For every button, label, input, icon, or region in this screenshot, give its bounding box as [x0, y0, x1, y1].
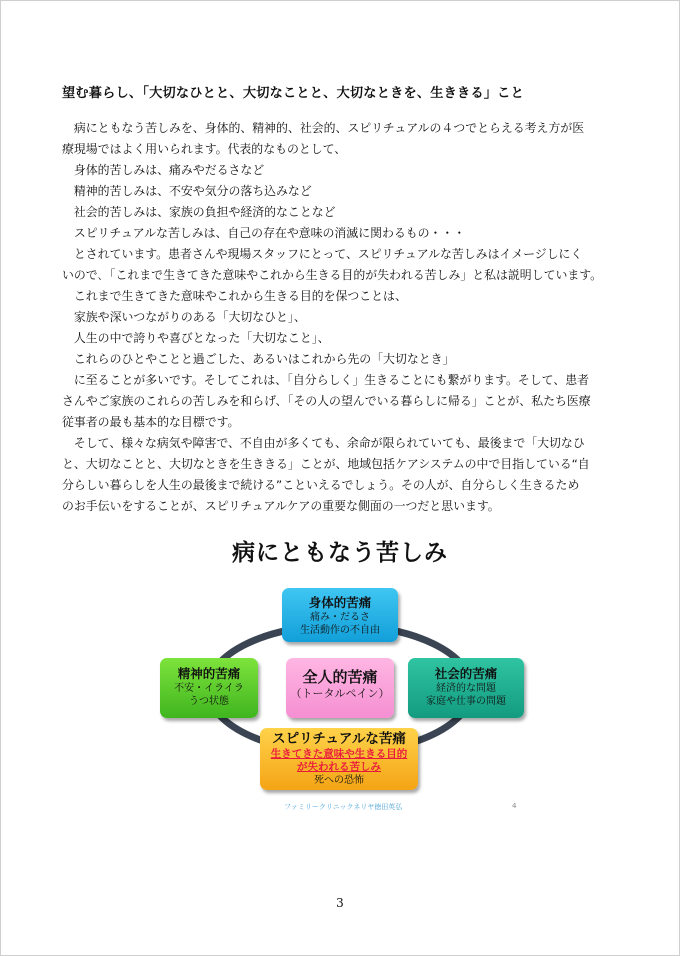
- spiritual-pain-red-line1: 生きてきた意味や生きる目的: [270, 748, 408, 760]
- body-line: に至ることが多いです。そしてこれは、「自分らしく」生きることにも繋がります。そして、患者: [62, 373, 589, 387]
- body-line: 療現場ではよく用いられます。代表的なものとして、: [62, 142, 347, 156]
- body-line: のお手伝いをすることが、スピリチュアルケアの重要な側面の一つだと思います。: [62, 499, 500, 513]
- section-heading: 望む暮らし、「大切なひとと、大切なことと、大切なときを、生ききる」こと: [62, 86, 524, 101]
- body-line: スピリチュアルな苦しみは、自己の存在や意味の消滅に関わるもの・・・: [62, 226, 466, 240]
- body-line: 人生の中で誇りや喜びとなった「大切なこと」、: [62, 331, 330, 345]
- body-line: 従事者の最も基本的な目標です。: [62, 415, 240, 429]
- mental-pain-box: [160, 658, 258, 718]
- slide-number: 4: [512, 802, 517, 810]
- spiritual-pain-title: スピリチュアルな苦痛: [272, 731, 406, 747]
- body-line: とされています。患者さんや現場スタッフにとって、スピリチュアルな苦しみはイメージしにく: [62, 247, 583, 261]
- social-pain-title: 社会的苦痛: [434, 666, 498, 681]
- mental-pain-line1: 不安・イライラ: [174, 683, 244, 694]
- body-line: これらのひとやことと過ごした、あるいはこれから先の「大切なとき」: [62, 352, 455, 366]
- physical-pain-title: 身体的苦痛: [308, 595, 372, 610]
- body-line: いので､「これまで生きてきた意味やこれから生きる目的が失われる苦しみ」と私は説明しています。: [62, 268, 603, 282]
- social-pain-line2: 家庭や仕事の問題: [426, 696, 506, 707]
- body-line: 社会的苦しみは、家族の負担や経済的なことなど: [62, 205, 336, 219]
- mental-pain-title: 精神的苦痛: [177, 666, 241, 681]
- physical-pain-line2: 生活動作の不自由: [300, 625, 380, 636]
- physical-pain-box: [282, 588, 398, 642]
- body-line: 精神的苦しみは、不安や気分の落ち込みなど: [62, 184, 312, 198]
- body-line: 家族や深いつながりのある「大切なひと」、: [62, 310, 306, 324]
- spiritual-pain-line: 死への恐怖: [314, 775, 364, 786]
- mental-pain-line2: うつ状態: [189, 696, 229, 707]
- body-line: 病にともなう苦しみを、身体的、精神的、社会的、スピリチュアルの４つでとらえる考え方が医: [62, 121, 585, 135]
- page-number: 3: [336, 896, 344, 910]
- diagram-title: 病にともなう苦しみ: [232, 540, 448, 566]
- spiritual-pain-red-line2: が失われる苦しみ: [297, 761, 381, 773]
- spiritual-pain-box: [260, 728, 418, 790]
- body-line: これまで生きてきた意味やこれから生きる目的を保つことは、: [62, 289, 407, 303]
- total-pain-subtitle: （トータルペイン）: [290, 687, 390, 700]
- slide-caption: ファミリークリニックネリヤ徳田英弘: [284, 803, 403, 811]
- body-text: [62, 118, 622, 517]
- body-line: さんやご家族のこれらの苦しみを和らげ、「その人の望んでいる暮らしに帰る」ことが、私たち医療: [62, 394, 591, 408]
- total-pain-box: [286, 658, 394, 718]
- body-line: そして、様々な病気や障害で、不自由が多くても、余命が限られていても、最後まで「大切なひ: [62, 436, 585, 450]
- social-pain-box: [408, 658, 524, 718]
- body-line: 身体的苦しみは、痛みやだるさなど: [62, 163, 265, 177]
- suffering-diagram: [150, 520, 530, 820]
- social-pain-line1: 経済的な問題: [436, 683, 496, 694]
- body-line: 分らしい暮らしを人生の最後まで続ける”こといえるでしょう。その人が、自分らしく生きるため: [62, 478, 580, 492]
- body-line: と、大切なことと、大切なときを生ききる」ことが、地域包括ケアシステムの中で目指している“自: [62, 457, 590, 471]
- physical-pain-line1: 痛み・だるさ: [310, 612, 370, 623]
- total-pain-title: 全人的苦痛: [302, 668, 378, 686]
